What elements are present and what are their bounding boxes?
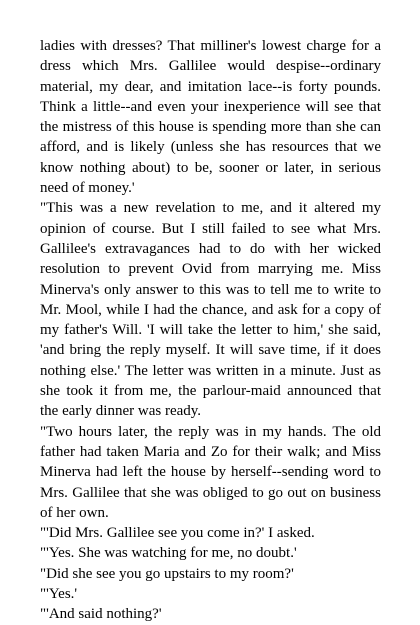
paragraph-6: "Did she see you go upstairs to my room?'	[40, 565, 294, 582]
paragraph-8: "'And said nothing?'	[40, 606, 162, 623]
paragraph-1: ladies with dresses? That milliner's lowest charge for a dress which Mrs. Gallilee would despise--ordinary material, my dear, and imitation lace--is forty pounds. Think a little--and even your inexperience will see that the mistress of this house is spending more than she can afford, and is likely (unless she has resources that we know nothing about) to be, sooner or later, in serious need of money.'	[40, 38, 381, 197]
paragraph-7: "'Yes.'	[40, 586, 78, 603]
document-page	[40, 36, 381, 625]
paragraph-4: "'Did Mrs. Gallilee see you come in?' I asked.	[40, 525, 315, 542]
paragraph-3: "Two hours later, the reply was in my hands. The old father had taken Maria and Zo for their walk; and Miss Minerva had left the house by herself--sending word to Mrs. Gallilee that she was obliged to go out on business of her own.	[40, 423, 381, 521]
paragraph-2: "This was a new revelation to me, and it altered my opinion of course. But I still failed to see what Mrs. Gallilee's extravagances had to do with her wicked resolution to prevent Ovid from marrying me. Miss Minerva's only answer to this was to tell me to write to Mr. Mool, while I had the chance, and ask for a copy of my father's Will. 'I will take the letter to him,' she said, 'and bring the reply myself. It will save time, if it does nothing else.' The letter was written in a minute. Just as she took it from me, the parlour-maid announced that the early dinner was ready.	[40, 200, 381, 420]
paragraph-5: "'Yes. She was watching for me, no doubt.'	[40, 545, 297, 562]
